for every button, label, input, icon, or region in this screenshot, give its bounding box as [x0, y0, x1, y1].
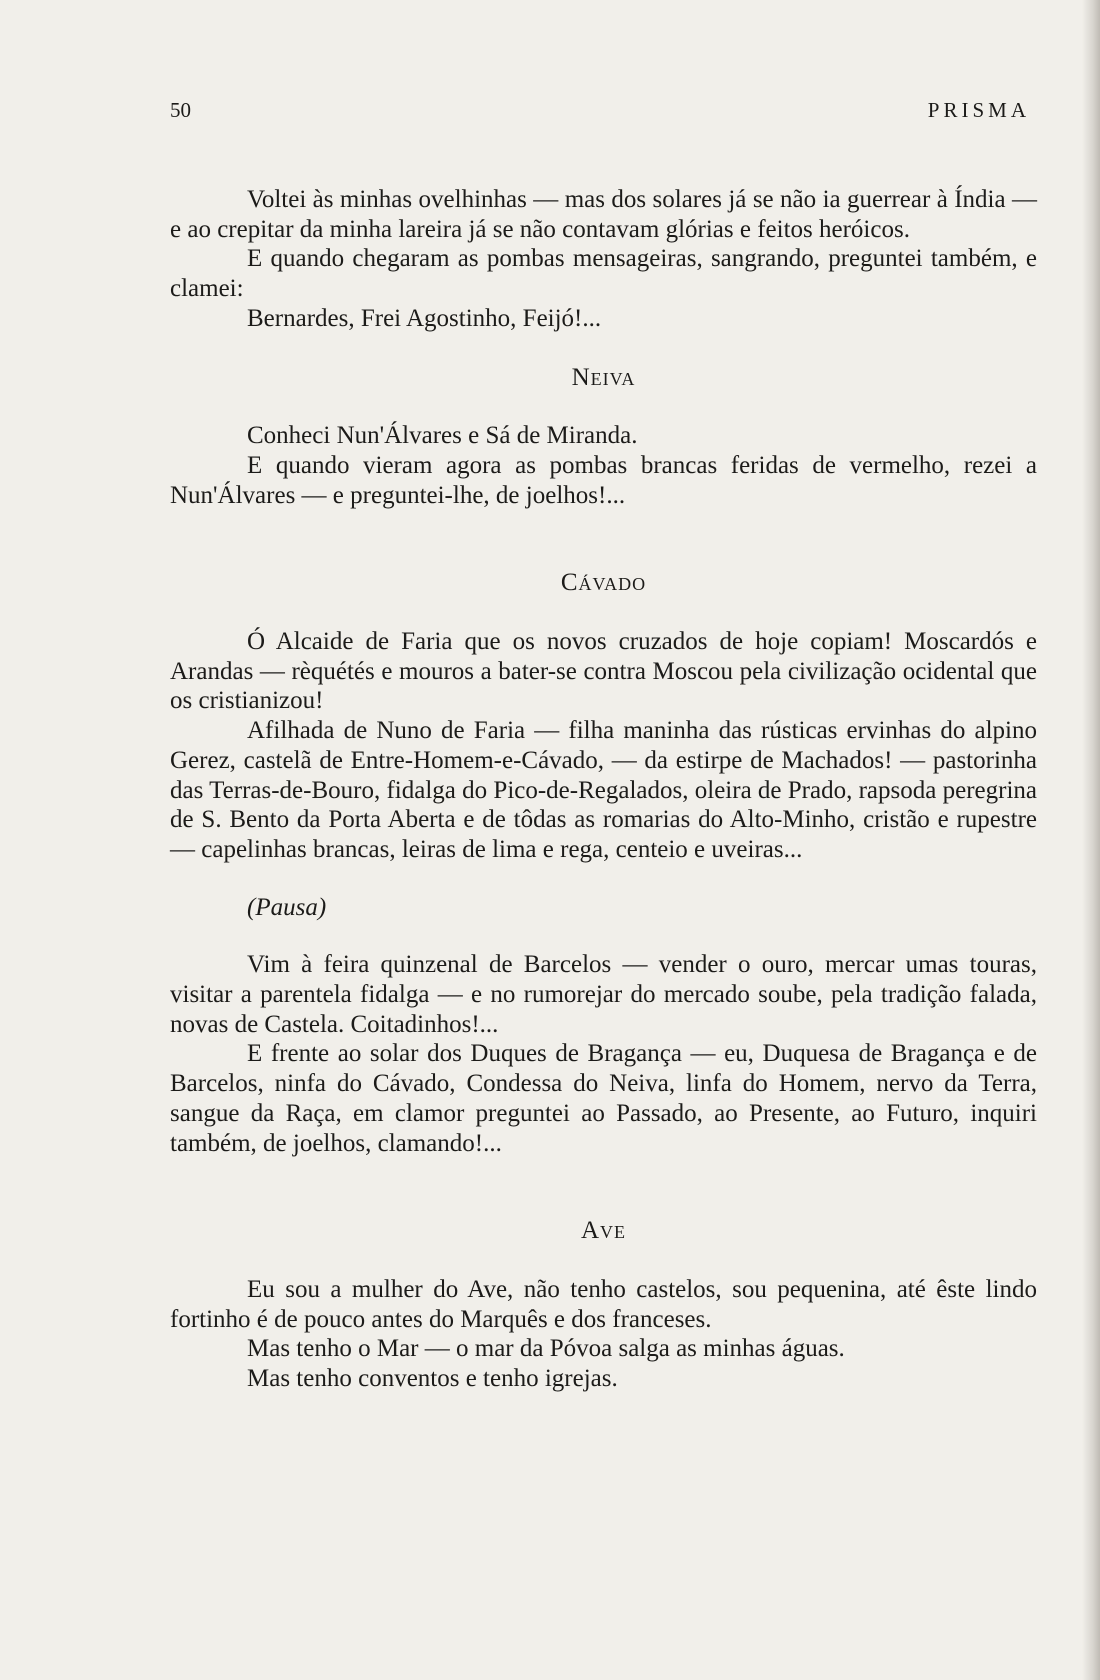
- stage-direction: (Pausa): [247, 893, 327, 921]
- journal-title: PRISMA: [927, 98, 1030, 122]
- paragraph: E quando chegaram as pombas mensageiras, sangrando, preguntei também, e clamei:: [170, 245, 1037, 303]
- paragraph: Mas tenho o Mar — o mar da Póvoa salga as minhas águas.: [247, 1335, 845, 1363]
- paragraph: Eu sou a mulher do Ave, não tenho castelos, sou pequenina, até êste lindo fortinho é de pouco antes do Marquês e dos franceses.: [170, 1275, 1037, 1333]
- paragraph: E frente ao solar dos Duques de Bragança — eu, Duquesa de Bragança e de Barcelos, ninfa do Cávado, Condessa do Neiva, linfa do Homem, nervo da Terra, sangue da Raça, em clamor preguntei ao Passado, ao Presente, ao Futuro, inquiri também, de joelhos, clamando!...: [170, 1040, 1037, 1157]
- paragraph: Vim à feira quinzenal de Barcelos — vender o ouro, mercar umas touras, visitar a parentela fidalga — e no rumorejar do mercado soube, pela tradição falada, novas de Castela. Coitadinhos!...: [170, 951, 1037, 1038]
- section-heading-neiva: Neiva: [571, 363, 636, 391]
- page-number: 50: [170, 98, 191, 122]
- running-head: [170, 98, 1030, 128]
- paragraph: Ó Alcaide de Faria que os novos cruzados de hoje copiam! Moscardós e Arandas — rèquétés e mouros a bater-se contra Moscou pela civilização ocidental que os cristianizou!: [170, 628, 1037, 715]
- paragraph: E quando vieram agora as pombas brancas feridas de vermelho, rezei a Nun'Álvares — e preguntei-lhe, de joelhos!...: [170, 451, 1037, 509]
- paragraph: Mas tenho conventos e tenho igrejas.: [247, 1365, 618, 1393]
- paragraph: Voltei às minhas ovelhinhas — mas dos solares já se não ia guerrear à Índia — e ao crepitar da minha lareira já se não contavam glórias e feitos heróicos.: [170, 186, 1037, 243]
- paragraph: Afilhada de Nuno de Faria — filha maninha das rústicas ervinhas do alpino Gerez, castelã de Entre-Homem-e-Cávado, — da estirpe de Machados! — pastorinha das Terras-de-Bouro, fidalga do Pico-de-Regalados, oleira de Prado, rapsoda peregrina de S. Bento da Porta Aberta e de tôdas as romarias do Alto-Minho, cristão e rupestre — capelinhas brancas, leiras de lima e rega, centeio e uveiras...: [170, 717, 1037, 863]
- page-edge-shadow: [1082, 0, 1100, 1680]
- section-heading-ave: Ave: [580, 1217, 627, 1245]
- body-text: [170, 185, 1037, 1394]
- section-heading-cavado: Cávado: [560, 569, 647, 597]
- paragraph: Bernardes, Frei Agostinho, Feijó!...: [247, 304, 602, 332]
- paragraph: Conheci Nun'Álvares e Sá de Miranda.: [247, 422, 638, 450]
